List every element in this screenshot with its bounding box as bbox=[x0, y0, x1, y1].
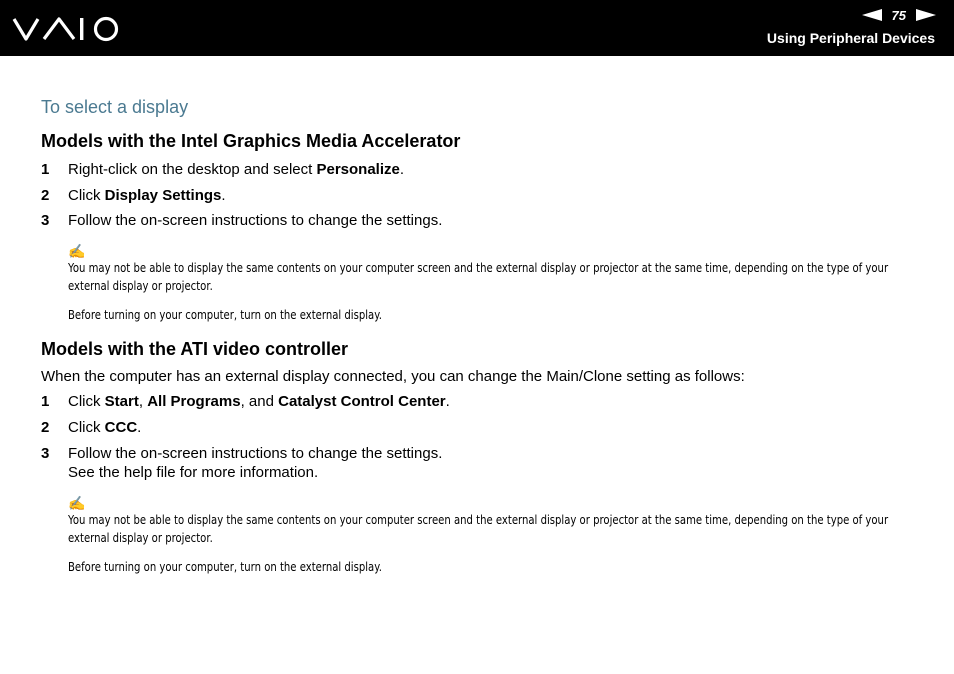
ati-note-text-2: Before turning on your computer, turn on the external display. bbox=[68, 560, 382, 574]
page-navigation bbox=[862, 6, 936, 24]
ui-term-start: Start bbox=[104, 393, 139, 410]
step-number: 3 bbox=[41, 445, 50, 462]
intel-step-3: 3 Follow the on-screen instructions to change the settings. bbox=[41, 212, 443, 229]
ui-term-display-settings: Display Settings bbox=[104, 187, 222, 204]
ui-term-personalize: Personalize bbox=[316, 161, 400, 178]
procedure-title: To select a display bbox=[41, 97, 189, 117]
ui-term-catalyst-control-center: Catalyst Control Center bbox=[278, 393, 446, 410]
intel-heading: Models with the Intel Graphics Media Accelerator bbox=[41, 131, 461, 151]
vaio-logo bbox=[12, 14, 122, 44]
ati-step-2: 2 Click CCC. bbox=[41, 419, 142, 436]
step-number: 1 bbox=[41, 393, 50, 410]
ati-step-1: 1 Click Start, All Programs, and Catalyst Control Center. bbox=[41, 393, 450, 410]
ati-intro: When the computer has an external display connected, you can change the Main/Clone setting as follows: bbox=[41, 368, 745, 385]
step-number: 2 bbox=[41, 187, 50, 204]
intel-note-text: You may not be able to display the same contents on your computer screen and the external display or projector at the same time, depending on the type of your external display or projector. bbox=[68, 261, 889, 293]
section-title: Using Peripheral Devices bbox=[766, 30, 935, 46]
ati-note-text: You may not be able to display the same contents on your computer screen and the external display or projector at the same time, depending on the type of your external display or projector. bbox=[68, 513, 889, 545]
intel-note-text-2: Before turning on your computer, turn on the external display. bbox=[68, 308, 382, 322]
note-pencil-icon: ✍ bbox=[68, 243, 86, 259]
note-pencil-icon: ✍ bbox=[68, 495, 86, 511]
step-number: 1 bbox=[41, 161, 50, 178]
page-number: 75 bbox=[891, 7, 906, 23]
previous-page-arrow-icon[interactable] bbox=[862, 9, 882, 21]
page-header bbox=[0, 0, 954, 56]
ui-term-ccc: CCC bbox=[104, 419, 138, 436]
next-page-arrow-icon[interactable] bbox=[916, 9, 936, 21]
ati-heading: Models with the ATI video controller bbox=[41, 339, 349, 359]
ui-term-all-programs: All Programs bbox=[147, 393, 241, 410]
intel-step-2: 2 Click Display Settings. bbox=[41, 187, 226, 204]
step-number: 3 bbox=[41, 212, 50, 229]
ati-step-3: 3 Follow the on-screen instructions to change the settings. See the help file for more information. bbox=[41, 445, 443, 481]
intel-step-1: 1 Right-click on the desktop and select Personalize. bbox=[41, 161, 405, 178]
step-number: 2 bbox=[41, 419, 50, 436]
